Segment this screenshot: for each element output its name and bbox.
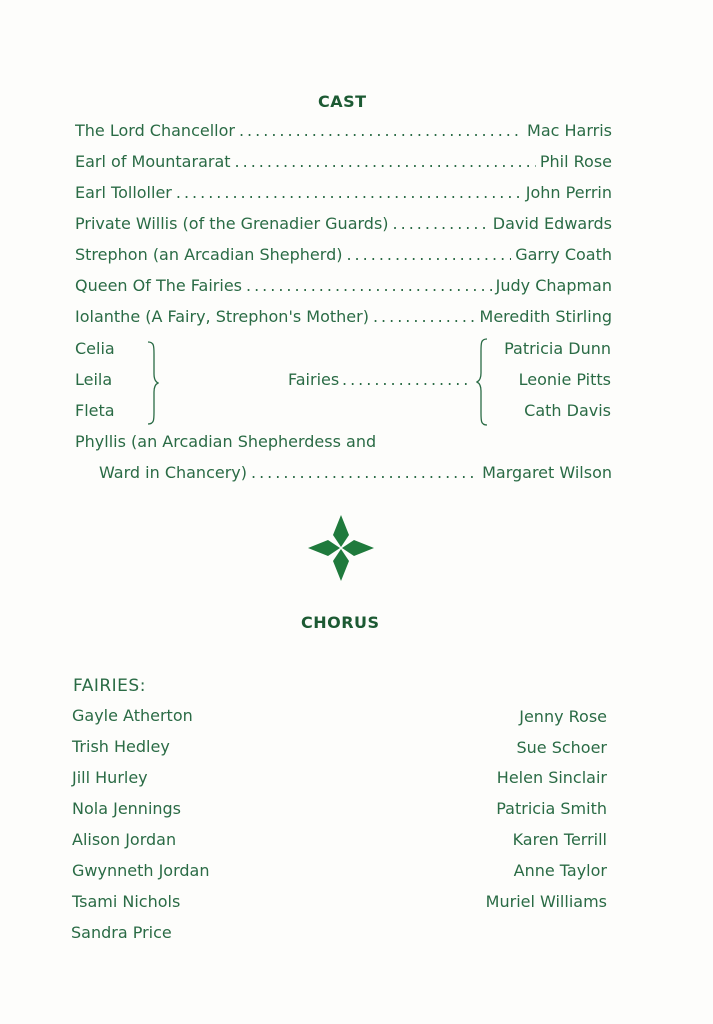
right-curly-brace-icon bbox=[147, 340, 159, 426]
role-name: Ward in Chancery) bbox=[99, 463, 247, 482]
fairy-actor: Leonie Pitts bbox=[518, 370, 611, 389]
role-name: Strephon (an Arcadian Shepherd) bbox=[75, 245, 343, 264]
dot-leader bbox=[251, 463, 478, 482]
fairy-role-celia: Celia bbox=[75, 339, 115, 358]
actor-name: Phil Rose bbox=[539, 152, 612, 171]
role-name: Earl Tolloller bbox=[75, 183, 172, 202]
left-curly-brace-icon bbox=[476, 337, 488, 427]
fairy-role-fleta: Fleta bbox=[75, 401, 115, 420]
cast-line bbox=[75, 245, 612, 269]
phyllis-role-line1: Phyllis (an Arcadian Shepherdess and bbox=[75, 432, 377, 451]
chorus-member: Gwynneth Jordan bbox=[72, 861, 210, 880]
actor-name: Margaret Wilson bbox=[482, 463, 612, 482]
cast-line bbox=[75, 152, 612, 176]
cast-line bbox=[75, 276, 612, 300]
cast-heading: CAST bbox=[318, 92, 367, 111]
role-name: The Lord Chancellor bbox=[75, 121, 235, 140]
chorus-member: Sue Schoer bbox=[516, 738, 607, 757]
dot-leader bbox=[342, 370, 472, 394]
cast-line bbox=[75, 307, 612, 331]
dot-leader bbox=[346, 245, 511, 264]
actor-name: John Perrin bbox=[525, 183, 612, 202]
dot-leader bbox=[393, 214, 489, 233]
chorus-member: Trish Hedley bbox=[72, 737, 170, 756]
dot-leader bbox=[246, 276, 492, 295]
chorus-member: Sandra Price bbox=[71, 923, 172, 942]
actor-name: Garry Coath bbox=[515, 245, 612, 264]
fairies-section-label: FAIRIES: bbox=[73, 676, 146, 696]
actor-name: David Edwards bbox=[492, 214, 612, 233]
chorus-member: Muriel Williams bbox=[485, 892, 607, 911]
dot-leader bbox=[373, 307, 476, 326]
chorus-member: Helen Sinclair bbox=[496, 768, 607, 787]
chorus-member: Gayle Atherton bbox=[72, 706, 193, 725]
fairy-actor: Patricia Dunn bbox=[504, 339, 611, 358]
chorus-member: Tsami Nichols bbox=[72, 892, 181, 911]
fairy-role-leila: Leila bbox=[75, 370, 113, 389]
four-diamond-ornament-icon bbox=[306, 513, 376, 583]
dot-leader bbox=[176, 183, 522, 202]
fairy-actor: Cath Davis bbox=[524, 401, 611, 420]
cast-line bbox=[99, 463, 612, 487]
chorus-member: Nola Jennings bbox=[72, 799, 182, 818]
chorus-member: Patricia Smith bbox=[496, 799, 607, 818]
actor-name: Judy Chapman bbox=[495, 276, 612, 295]
role-name: Private Willis (of the Grenadier Guards) bbox=[75, 214, 389, 233]
cast-line bbox=[75, 214, 612, 238]
fairies-label: Fairies bbox=[288, 370, 340, 389]
chorus-member: Jill Hurley bbox=[72, 768, 148, 787]
actor-name: Meredith Stirling bbox=[479, 307, 612, 326]
dot-leader bbox=[235, 152, 536, 171]
role-name: Queen Of The Fairies bbox=[75, 276, 242, 295]
cast-line bbox=[75, 121, 612, 145]
chorus-member: Alison Jordan bbox=[72, 830, 177, 849]
role-name: Iolanthe (A Fairy, Strephon's Mother) bbox=[75, 307, 369, 326]
chorus-member: Karen Terrill bbox=[512, 830, 607, 849]
dot-leader bbox=[239, 121, 523, 140]
role-name: Earl of Mountararat bbox=[75, 152, 231, 171]
actor-name: Mac Harris bbox=[527, 121, 612, 140]
chorus-heading: CHORUS bbox=[301, 613, 380, 632]
chorus-member: Jenny Rose bbox=[519, 707, 607, 726]
cast-line bbox=[75, 183, 612, 207]
chorus-member: Anne Taylor bbox=[513, 861, 607, 880]
